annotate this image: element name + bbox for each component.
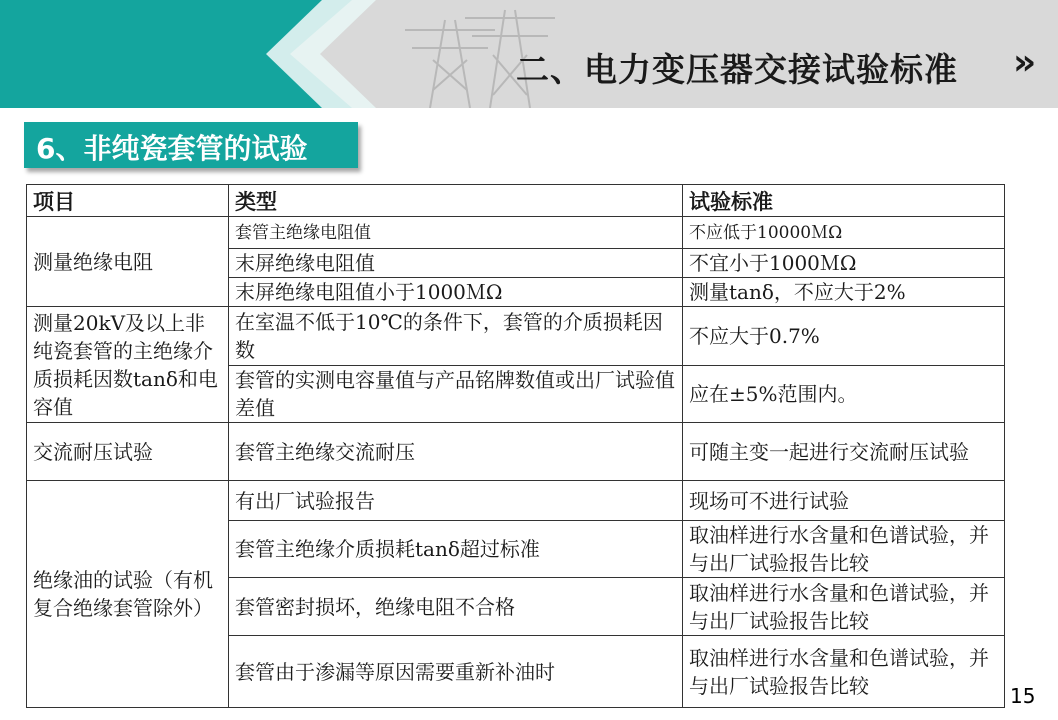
standard-cell: 测量tanδ，不应大于2% — [683, 278, 1005, 307]
standard-cell: 应在±5%范围内。 — [683, 366, 1005, 423]
header-banner — [0, 0, 1058, 108]
table-row — [27, 307, 1005, 366]
type-cell: 末屏绝缘电阻值 — [229, 249, 683, 278]
type-cell: 在室温不低于10℃的条件下，套管的介质损耗因数 — [229, 307, 683, 366]
table-row — [27, 217, 1005, 249]
item-cell: 测量20kV及以上非纯瓷套管的主绝缘介质损耗因数tanδ和电容值 — [27, 307, 229, 423]
type-cell: 末屏绝缘电阻值小于1000ＭΩ — [229, 278, 683, 307]
type-cell: 套管主绝缘介质损耗tanδ超过标准 — [229, 521, 683, 578]
type-cell: 套管密封损坏，绝缘电阻不合格 — [229, 578, 683, 636]
standard-cell: 可随主变一起进行交流耐压试验 — [683, 423, 1005, 481]
table-header-row — [27, 185, 1005, 217]
column-header: 项目 — [27, 185, 229, 217]
standard-cell: 取油样进行水含量和色谱试验，并与出厂试验报告比较 — [683, 578, 1005, 636]
standard-cell: 不应低于10000ＭΩ — [683, 217, 1005, 249]
item-cell: 交流耐压试验 — [27, 423, 229, 481]
column-header: 类型 — [229, 185, 683, 217]
type-cell: 套管主绝缘交流耐压 — [229, 423, 683, 481]
standard-cell: 取油样进行水含量和色谱试验，并与出厂试验报告比较 — [683, 521, 1005, 578]
type-cell: 套管由于渗漏等原因需要重新补油时 — [229, 636, 683, 708]
column-header: 试验标准 — [683, 185, 1005, 217]
table-row — [27, 423, 1005, 481]
double-chevron-icon: » — [1013, 42, 1031, 83]
type-cell: 套管主绝缘电阻值 — [229, 217, 683, 249]
type-cell: 有出厂试验报告 — [229, 481, 683, 521]
item-cell: 绝缘油的试验（有机复合绝缘套管除外） — [27, 481, 229, 708]
page-number: 15 — [1010, 684, 1036, 708]
standard-cell: 现场可不进行试验 — [683, 481, 1005, 521]
table-row — [27, 481, 1005, 521]
standard-cell: 不宜小于1000ＭΩ — [683, 249, 1005, 278]
page-title: 二、电力变压器交接试验标准 — [516, 50, 958, 89]
section-title: 6、非纯瓷套管的试验 — [36, 132, 308, 165]
item-cell: 测量绝缘电阻 — [27, 217, 229, 307]
type-cell: 套管的实测电容量值与产品铭牌数值或出厂试验值差值 — [229, 366, 683, 423]
standard-cell: 取油样进行水含量和色谱试验，并与出厂试验报告比较 — [683, 636, 1005, 708]
standard-cell: 不应大于0.7% — [683, 307, 1005, 366]
standards-table — [26, 184, 1005, 708]
